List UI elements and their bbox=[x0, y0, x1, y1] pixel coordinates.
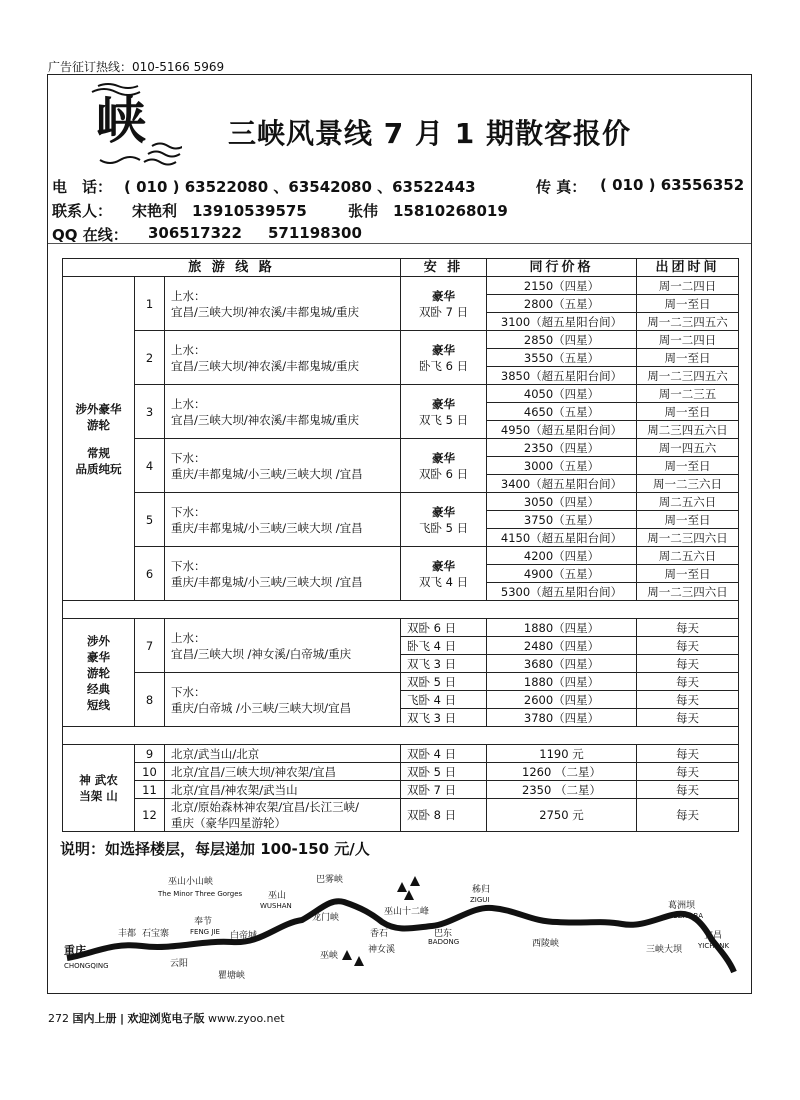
route-direction: 下水： bbox=[171, 558, 206, 573]
map-gezhouba-en: GEZHOBA bbox=[668, 912, 704, 920]
gap-cell bbox=[63, 727, 739, 745]
map-wuxia: 巫峡 bbox=[320, 951, 339, 961]
map-fengjie: 奉节 bbox=[194, 917, 213, 927]
note: 说明：如选择楼层，每层递加 100-150 元/人 bbox=[60, 840, 370, 858]
divider bbox=[48, 243, 751, 244]
schedule-cell: 周一二三四五六 bbox=[637, 367, 739, 385]
map-xiangxi: 香石 bbox=[370, 929, 389, 939]
map-longmenxia: 龙门峡 bbox=[312, 913, 340, 923]
header-price: 同行价格 bbox=[487, 259, 637, 277]
plan-cell: 双卧 7 日 bbox=[401, 781, 487, 799]
map-xilingxia: 西陵峡 bbox=[532, 939, 560, 949]
plan-days: 双卧 6 日 bbox=[418, 466, 469, 481]
ship-class: 豪华 bbox=[432, 288, 456, 303]
route-path-2: 重庆（豪华四星游轮） bbox=[171, 816, 286, 830]
schedule-cell: 周二五六日 bbox=[637, 547, 739, 565]
map-badong-en: BADONG bbox=[428, 938, 460, 946]
group2-name-line: 涉外 bbox=[87, 633, 110, 648]
mountain-icon bbox=[342, 950, 352, 960]
price-cell: 4950（超五星阳台间） bbox=[487, 421, 637, 439]
route-map bbox=[62, 862, 738, 990]
gorge-logo bbox=[52, 82, 182, 174]
map-zigui: 秭归 bbox=[472, 885, 491, 895]
schedule-cell: 周一二三四六日 bbox=[637, 583, 739, 601]
qq-label: QQ 在线： bbox=[52, 226, 128, 244]
map-xiaosanxia: 巫山小山峡 bbox=[168, 877, 214, 887]
ship-class: 豪华 bbox=[432, 504, 456, 519]
map-baidicheng: 白帝城 bbox=[230, 931, 258, 941]
route-number: 1 bbox=[135, 277, 165, 331]
map-qutangxia: 瞿塘峡 bbox=[218, 971, 246, 981]
schedule-cell: 周二五六日 bbox=[637, 493, 739, 511]
plan-cell bbox=[401, 493, 487, 547]
schedule-cell: 每天 bbox=[637, 709, 739, 727]
price-cell: 2150（四星） bbox=[487, 277, 637, 295]
route-cell bbox=[165, 745, 401, 763]
logo-character: 峡 bbox=[96, 91, 146, 150]
schedule-cell: 周一二三四五六 bbox=[637, 313, 739, 331]
route-direction: 下水： bbox=[171, 504, 206, 519]
schedule-cell: 周一至日 bbox=[637, 565, 739, 583]
route-cell bbox=[165, 493, 401, 547]
route-cell bbox=[165, 385, 401, 439]
group2-name bbox=[63, 619, 135, 727]
price-cell: 3850（超五星阳台间） bbox=[487, 367, 637, 385]
price-cell: 2350（四星） bbox=[487, 439, 637, 457]
group2-name-line: 游轮 bbox=[87, 665, 110, 680]
plan-cell: 双卧 8 日 bbox=[401, 799, 487, 832]
route-direction: 下水： bbox=[171, 684, 206, 699]
header-time: 出团时间 bbox=[637, 259, 739, 277]
group2-body bbox=[63, 619, 739, 727]
table-row bbox=[63, 493, 739, 511]
footer-section: 国内上册 bbox=[72, 1012, 117, 1025]
table-header-row bbox=[63, 259, 739, 277]
map-zigui-en: ZIGUI bbox=[470, 896, 490, 904]
group3-name-line: 当架 山 bbox=[79, 789, 118, 803]
price-cell: 2800（五星） bbox=[487, 295, 637, 313]
schedule-cell: 每天 bbox=[637, 637, 739, 655]
route-number: 4 bbox=[135, 439, 165, 493]
footer-slogan: 欢迎浏览电子版 bbox=[127, 1012, 205, 1025]
ship-class: 豪华 bbox=[432, 342, 456, 357]
schedule-cell: 周一至日 bbox=[637, 457, 739, 475]
group3-name bbox=[63, 745, 135, 832]
route-cell bbox=[165, 439, 401, 493]
route-number: 9 bbox=[135, 745, 165, 763]
gap-row bbox=[63, 727, 739, 745]
group2-name-line: 豪华 bbox=[87, 649, 110, 664]
schedule-cell: 周一至日 bbox=[637, 349, 739, 367]
route-cell bbox=[165, 799, 401, 832]
plan-cell bbox=[401, 547, 487, 601]
price-cell: 3000（五星） bbox=[487, 457, 637, 475]
map-shibaozhai: 石宝寨 bbox=[142, 929, 170, 939]
map-fengjie-en: FENG JIE bbox=[190, 928, 220, 936]
route-direction: 上水： bbox=[171, 396, 206, 411]
ad-hotline: 广告征订热线：010-5166 5969 bbox=[48, 60, 225, 74]
table-row bbox=[63, 763, 739, 781]
route-cell bbox=[165, 331, 401, 385]
route-path: 宜昌/三峡大坝/神农溪/丰都鬼城/重庆 bbox=[171, 412, 359, 427]
route-path: 北京/原始森林神农架/宜昌/长江三峡/ bbox=[171, 800, 359, 814]
map-fengdu: 丰都 bbox=[118, 929, 137, 939]
ship-class: 豪华 bbox=[432, 450, 456, 465]
price-cell: 2600（四星） bbox=[487, 691, 637, 709]
mountain-icon bbox=[397, 882, 407, 892]
price-cell: 3550（五星） bbox=[487, 349, 637, 367]
route-number: 6 bbox=[135, 547, 165, 601]
route-number: 8 bbox=[135, 673, 165, 727]
map-shennvxi: 神女溪 bbox=[368, 945, 396, 955]
price-cell: 5300（超五星阳台间） bbox=[487, 583, 637, 601]
price-cell: 4150（超五星阳台间） bbox=[487, 529, 637, 547]
header-plan: 安 排 bbox=[401, 259, 487, 277]
route-path: 重庆/丰都鬼城/小三峡/三峡大坝 /宜昌 bbox=[171, 466, 363, 481]
price-cell: 1260 （二星） bbox=[487, 763, 637, 781]
price-cell: 3680（四星） bbox=[487, 655, 637, 673]
route-path: 重庆/丰都鬼城/小三峡/三峡大坝 /宜昌 bbox=[171, 520, 363, 535]
schedule-cell: 周一四五六 bbox=[637, 439, 739, 457]
table-row bbox=[63, 673, 739, 691]
ship-class: 豪华 bbox=[432, 558, 456, 573]
price-cell: 4050（四星） bbox=[487, 385, 637, 403]
price-cell: 4900（五星） bbox=[487, 565, 637, 583]
price-cell: 3780（四星） bbox=[487, 709, 637, 727]
map-yichang-en: YICHANK bbox=[698, 942, 730, 950]
page-title: 三峡风景线 7 月 1 期散客报价 bbox=[228, 117, 631, 150]
schedule-cell: 周二三四五六日 bbox=[637, 421, 739, 439]
gap-row bbox=[63, 601, 739, 619]
route-direction: 上水： bbox=[171, 630, 206, 645]
route-path: 北京/宜昌/三峡大坝/神农架/宜昌 bbox=[171, 764, 336, 779]
group1-name-spacer bbox=[63, 433, 134, 445]
group1-body bbox=[63, 277, 739, 601]
schedule-cell: 每天 bbox=[637, 799, 739, 832]
phone-numbers: ( 010 ) 63522080 、63542080 、63522443 bbox=[124, 178, 476, 196]
schedule-cell: 周一至日 bbox=[637, 403, 739, 421]
plan-days: 双卧 7 日 bbox=[418, 304, 469, 319]
group1-name-line: 游轮 bbox=[87, 417, 110, 432]
table-row bbox=[63, 799, 739, 832]
route-number: 10 bbox=[135, 763, 165, 781]
map-chongqing: 重庆 bbox=[64, 944, 86, 957]
map-wushan-en: WUSHAN bbox=[260, 902, 292, 910]
price-cell: 1190 元 bbox=[487, 745, 637, 763]
plan-cell: 飞卧 4 日 bbox=[401, 691, 487, 709]
route-direction: 下水： bbox=[171, 450, 206, 465]
map-sanxiadaba: 三峡大坝 bbox=[646, 945, 683, 955]
group1-name-line: 常规 bbox=[87, 445, 110, 460]
price-cell: 2480（四星） bbox=[487, 637, 637, 655]
group1-name bbox=[63, 277, 135, 601]
map-yichang: 宜昌 bbox=[704, 931, 723, 941]
fax-label: 传 真： bbox=[536, 178, 587, 196]
map-gezhouba: 葛洲坝 bbox=[668, 901, 696, 911]
plan-cell: 双卧 4 日 bbox=[401, 745, 487, 763]
route-number: 3 bbox=[135, 385, 165, 439]
price-cell: 3100（超五星阳台间） bbox=[487, 313, 637, 331]
route-number: 7 bbox=[135, 619, 165, 673]
route-path: 宜昌/三峡大坝/神农溪/丰都鬼城/重庆 bbox=[171, 358, 359, 373]
table-row bbox=[63, 619, 739, 637]
route-path: 北京/宜昌/神农架/武当山 bbox=[171, 782, 298, 797]
group2-name-line: 短线 bbox=[87, 697, 110, 712]
plan-cell: 双飞 3 日 bbox=[401, 709, 487, 727]
table-row bbox=[63, 277, 739, 295]
schedule-cell: 周一二三六日 bbox=[637, 475, 739, 493]
price-cell: 1880（四星） bbox=[487, 619, 637, 637]
person-2: 张伟 15810268019 bbox=[348, 202, 508, 220]
plan-cell bbox=[401, 331, 487, 385]
header-route: 旅 游 线 路 bbox=[63, 259, 401, 277]
schedule-cell: 周一二三四六日 bbox=[637, 529, 739, 547]
plan-cell: 双卧 5 日 bbox=[401, 763, 487, 781]
route-direction: 上水： bbox=[171, 288, 206, 303]
route-cell bbox=[165, 277, 401, 331]
schedule-cell: 每天 bbox=[637, 655, 739, 673]
qq-2: 571198300 bbox=[268, 224, 362, 242]
map-yunyang: 云阳 bbox=[170, 959, 189, 969]
table-row bbox=[63, 745, 739, 763]
plan-cell: 双卧 6 日 bbox=[401, 619, 487, 637]
price-cell: 2750 元 bbox=[487, 799, 637, 832]
table-row bbox=[63, 781, 739, 799]
mountain-icon bbox=[354, 956, 364, 966]
route-number: 11 bbox=[135, 781, 165, 799]
map-wushan12: 巫山十二峰 bbox=[384, 907, 430, 917]
schedule-cell: 每天 bbox=[637, 763, 739, 781]
ship-class: 豪华 bbox=[432, 396, 456, 411]
price-table bbox=[62, 258, 739, 832]
footer-url: www.zyoo.net bbox=[208, 1012, 285, 1025]
route-cell bbox=[165, 781, 401, 799]
phone-label: 电 话： bbox=[52, 178, 113, 196]
plan-cell: 双飞 3 日 bbox=[401, 655, 487, 673]
group3-name-line: 神 武农 bbox=[79, 773, 118, 787]
map-xiaosanxia-en: The Minor Three Gorges bbox=[158, 890, 243, 898]
page-number: 272 bbox=[48, 1012, 69, 1025]
plan-cell bbox=[401, 385, 487, 439]
group2-name-line: 经典 bbox=[87, 681, 110, 696]
schedule-cell: 每天 bbox=[637, 619, 739, 637]
schedule-cell: 周一二四日 bbox=[637, 331, 739, 349]
route-number: 2 bbox=[135, 331, 165, 385]
plan-days: 双飞 5 日 bbox=[418, 412, 469, 427]
table-row bbox=[63, 547, 739, 565]
schedule-cell: 每天 bbox=[637, 691, 739, 709]
plan-cell bbox=[401, 277, 487, 331]
plan-cell bbox=[401, 439, 487, 493]
map-wushan: 巫山 bbox=[268, 891, 287, 901]
plan-days: 双飞 4 日 bbox=[418, 574, 469, 589]
map-badong: 巴东 bbox=[434, 929, 453, 939]
price-cell: 3050（四星） bbox=[487, 493, 637, 511]
schedule-cell: 每天 bbox=[637, 673, 739, 691]
schedule-cell: 周一至日 bbox=[637, 511, 739, 529]
route-path: 宜昌/三峡大坝/神农溪/丰都鬼城/重庆 bbox=[171, 304, 359, 319]
price-cell: 3400（超五星阳台间） bbox=[487, 475, 637, 493]
route-path: 重庆/白帝城 /小三峡/三峡大坝/宜昌 bbox=[171, 700, 352, 715]
route-number: 12 bbox=[135, 799, 165, 832]
qq-1: 306517322 bbox=[148, 224, 242, 242]
price-cell: 3750（五星） bbox=[487, 511, 637, 529]
route-path: 北京/武当山/北京 bbox=[171, 746, 260, 761]
fax-number: ( 010 ) 63556352 bbox=[600, 176, 745, 194]
route-cell bbox=[165, 673, 401, 727]
route-direction: 上水： bbox=[171, 342, 206, 357]
price-cell: 4650（五星） bbox=[487, 403, 637, 421]
route-cell bbox=[165, 763, 401, 781]
schedule-cell: 每天 bbox=[637, 781, 739, 799]
price-cell: 2850（四星） bbox=[487, 331, 637, 349]
mountain-icon bbox=[410, 876, 420, 886]
route-cell bbox=[165, 547, 401, 601]
schedule-cell: 每天 bbox=[637, 745, 739, 763]
page-footer bbox=[48, 1010, 285, 1026]
price-cell: 1880（四星） bbox=[487, 673, 637, 691]
schedule-cell: 周一二三五 bbox=[637, 385, 739, 403]
route-number: 5 bbox=[135, 493, 165, 547]
route-path: 重庆/丰都鬼城/小三峡/三峡大坝 /宜昌 bbox=[171, 574, 363, 589]
price-cell: 2350 （二星） bbox=[487, 781, 637, 799]
schedule-cell: 周一二四日 bbox=[637, 277, 739, 295]
table-row bbox=[63, 385, 739, 403]
gap-cell bbox=[63, 601, 739, 619]
map-chongqing-en: CHONGQING bbox=[64, 962, 109, 970]
group1-name-line: 涉外豪华 bbox=[75, 401, 122, 416]
table-row bbox=[63, 439, 739, 457]
person-1: 宋艳利 13910539575 bbox=[132, 202, 307, 220]
group1-name-line: 品质纯玩 bbox=[75, 461, 122, 476]
plan-days: 卧飞 6 日 bbox=[418, 358, 469, 373]
route-cell bbox=[165, 619, 401, 673]
group3-body bbox=[63, 745, 739, 832]
route-path: 宜昌/三峡大坝 /神女溪/白帝城/重庆 bbox=[171, 646, 352, 661]
map-bawuxia: 巴雾峡 bbox=[316, 875, 344, 885]
plan-cell: 卧飞 4 日 bbox=[401, 637, 487, 655]
table-row bbox=[63, 331, 739, 349]
plan-cell: 双卧 5 日 bbox=[401, 673, 487, 691]
schedule-cell: 周一至日 bbox=[637, 295, 739, 313]
footer-separator: | bbox=[120, 1012, 125, 1025]
person-label: 联系人： bbox=[52, 202, 113, 220]
price-cell: 4200（四星） bbox=[487, 547, 637, 565]
plan-days: 飞卧 5 日 bbox=[418, 520, 469, 535]
